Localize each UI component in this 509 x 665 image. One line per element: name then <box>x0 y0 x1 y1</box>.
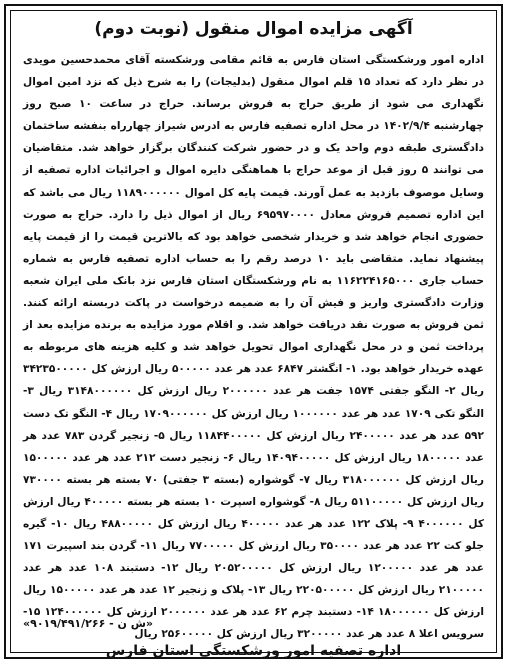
notice-body: اداره امور ورشکستگی استان فارس به قائم مقامی ورشکسته آقای محمدحسین مویدی در نظر دارد که تعداد ۱۵ قلم اموال منقول (بدلیجات) را به شرح ذیل که نزد امین اموال نگهداری می شود از طریق حراج به فروش برساند. حراج در ساعت ۱۰ صبح روز چهارشنبه ۱۴۰۲/۹/۴ در محل اداره تصفیه فارس به ادرس شیراز چهارراه بنفشه ساختمان دادگستری طبقه دوم واحد یک و در حضور شرکت کنندگان برگزار خواهد شد. متقاضیان می توانند ۵ روز قبل از موعد حراج با هماهنگی دایره اموال و اجرائیات اداره تصفیه از وسایل موصوف بازدید به عمل آورند. قیمت پایه کل اموال ۱۱۸۹۰۰۰۰۰۰ ریال می باشد که این اداره تصمیم فروش معادل ۶۹۵۹۷۰۰۰۰ ریال از اموال ذیل را دارد. حراج به صورت حضوری انجام خواهد شد و خریدار شخصی خواهد بود که بالاترین قیمت را از قیمت پایه پیشنهاد نماید. متقاضی باید ۱۰ درصد رقم را به حساب اداره تصفیه فارس به شماره حساب جاری ۱۱۶۲۲۴۱۶۵۰۰۰ به نام ورشکستگان استان فارس نزد بانک ملی ایران شعبه وزارت دادگستری واریز و فیش آن را به ضمیمه درخواست در پاکت دربسته ارائه کنند. ثمن فروش به صورت نقد دریافت خواهد شد. و اقلام مورد مزایده به برنده مزایده بعد از پرداخت ثمن و در محل نگهداری اموال تحویل خواهد شد و کلیه هزینه های مربوطه به عهده خریدار خواهد بود. ۱- انگشتر ۶۸۴۷ عدد هر عدد ۵۰۰۰۰۰ ریال ارزش کل ۳۴۲۳۵۰۰۰۰۰ ریال ۲- النگو جفتی ۱۵۷۴ جفت هر عدد ۲۰۰۰۰۰۰ ریال ارزش کل ۳۱۴۸۰۰۰۰۰۰ ریال ۳- النگو تکی ۱۷۰۹ عدد هر عدد ۱۰۰۰۰۰۰ ریال ارزش کل ۱۷۰۹۰۰۰۰۰۰ ریال ۴- النگو تک دست ۵۹۲ عدد هر عدد ۲۴۰۰۰۰۰ ریال ارزش کل ۱۱۸۴۴۰۰۰۰۰ ریال ۵- زنجیر گردن ۷۸۳ عدد هر عدد ۱۸۰۰۰۰۰ ریال ارزش کل ۱۴۰۹۴۰۰۰۰۰ ریال ۶- زنجیر دست ۲۱۲ عدد هر عدد ۱۵۰۰۰۰۰ ریال ارزش کل ۳۱۸۰۰۰۰۰۰ ریال ۷- گوشواره (بسته ۳ جفتی) ۷۰ بسته هر بسته ۷۳۰۰۰۰ ریال ارزش کل ۵۱۱۰۰۰۰۰ ریال ۸- گوشواره اسپرت ۱۰ بسته هر بسته ۴۰۰۰۰۰ ریال ارزش کل ۴۰۰۰۰۰۰ ۹- پلاک ۱۲۲ عدد هر عدد ۴۰۰۰۰۰ ریال ارزش کل ۴۸۸۰۰۰۰۰ ریال ۱۰- گیره جلو کت ۲۲ عدد هر عدد ۳۵۰۰۰۰ ریال ارزش کل ۷۷۰۰۰۰۰ ریال ۱۱- گردن بند اسپیرت ۱۷۱ عدد هر عدد ۱۲۰۰۰۰۰ ریال ارزش کل ۲۰۵۲۰۰۰۰۰ ریال ۱۲- دستبند ۱۰۸ عدد هر عدد ۲۱۰۰۰۰۰ ریال ارزش کل ۲۲۰۵۰۰۰۰۰ ریال ۱۳- پلاک و زنجیر ۱۲ عدد هر عدد ۱۵۰۰۰۰۰ ریال ارزش کل ۱۸۰۰۰۰۰۰ ۱۴- دستبند چرم ۶۲ عدد هر عدد ۲۰۰۰۰۰۰ ارزش کل ۱۲۴۰۰۰۰۰۰ ۱۵- سرویس اعلا ۸ عدد هر عدد ۳۲۰۰۰۰۰ ریال ارزش کل ۲۵۶۰۰۰۰۰ ریال <box>23 54 485 641</box>
notice-title: آگهی مزایده اموال منقول (نوبت دوم) <box>94 19 413 39</box>
notice-code: «۹۰۱۹/۴۹۱/۲۶۶ - ش ن» <box>23 617 154 630</box>
notice-frame <box>4 4 503 659</box>
issuing-organization: اداره تصفیه امور ورشکستگی استان فارس <box>105 643 402 659</box>
notice-inner-border <box>10 10 497 659</box>
